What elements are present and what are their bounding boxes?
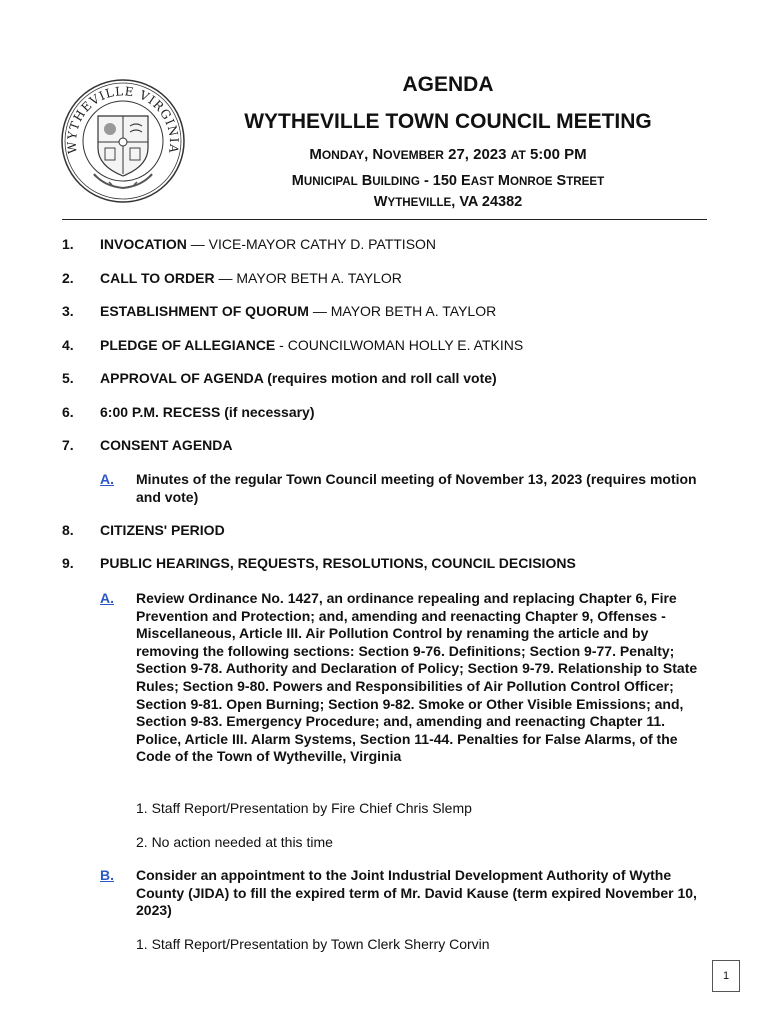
item-number: 8. <box>62 522 74 538</box>
agenda-title: AGENDA <box>402 73 494 96</box>
hearing-item-a-link[interactable]: A. <box>100 590 114 606</box>
item-number: 7. <box>62 437 74 453</box>
consent-item-a-text: Minutes of the regular Town Council meeting of November 13, 2023 (requires motion and vote) <box>136 471 697 505</box>
page-number: 1 <box>712 960 740 992</box>
agenda-item-approval: APPROVAL OF AGENDA (requires motion and roll call vote) <box>100 370 497 386</box>
hearing-a-step-2: 2. No action needed at this time <box>136 834 333 850</box>
item-number: 4. <box>62 337 74 353</box>
seal-ring-text: WYTHEVILLE VIRGINIA <box>64 84 182 155</box>
item-number: 1. <box>62 236 74 252</box>
item-number: 2. <box>62 270 74 286</box>
hearing-item-b-text: Consider an appointment to the Joint Industrial Development Authority of Wythe County (JIDA) to fill the expired term of Mr. David Kause (term expired November 10, 2023) <box>136 867 697 919</box>
agenda-item-invocation: INVOCATION — VICE-MAYOR CATHY D. PATTISON <box>100 236 437 252</box>
consent-item-a-link[interactable]: A. <box>100 471 114 487</box>
hearing-a-step-1: 1. Staff Report/Presentation by Fire Chief Chris Slemp <box>136 800 472 816</box>
item-number: 9. <box>62 555 74 571</box>
hearing-item-b-link[interactable]: B. <box>100 867 114 883</box>
agenda-item-call-to-order: CALL TO ORDER — MAYOR BETH A. TAYLOR <box>100 270 402 286</box>
hearing-b-step-1: 1. Staff Report/Presentation by Town Clerk Sherry Corvin <box>136 936 490 952</box>
item-number: 3. <box>62 303 74 319</box>
agenda-item-recess: 6:00 P.M. RECESS (if necessary) <box>100 404 315 420</box>
agenda-item-citizens: CITIZENS' PERIOD <box>100 522 225 538</box>
agenda-item-pledge: PLEDGE OF ALLEGIANCE - COUNCILWOMAN HOLLY E. ATKINS <box>100 337 524 353</box>
meeting-city: WYTHEVILLE, VA 24382 <box>373 194 523 210</box>
agenda-item-quorum: ESTABLISHMENT OF QUORUM — MAYOR BETH A. TAYLOR <box>100 303 497 319</box>
item-number: 6. <box>62 404 74 420</box>
agenda-item-public-hearings: PUBLIC HEARINGS, REQUESTS, RESOLUTIONS, COUNCIL DECISIONS <box>100 555 576 571</box>
agenda-item-consent: CONSENT AGENDA <box>100 437 233 453</box>
meeting-title: WYTHEVILLE TOWN COUNCIL MEETING <box>244 110 652 133</box>
header-divider <box>62 219 707 220</box>
meeting-date: MONDAY, NOVEMBER 27, 2023 AT 5:00 PM <box>309 146 587 163</box>
town-seal-icon <box>60 78 186 204</box>
hearing-item-a-text: Review Ordinance No. 1427, an ordinance repealing and replacing Chapter 6, Fire Prevention and Protection; and, amending and reenacting Chapter 9, Offenses - Miscellaneous, Article III. Air Pollution Control by renaming the article and by removing the following sections: Section 9-76. Definitions; Section 9-77. Penalty; Section 9-78. Authority and Declaration of Policy; Section 9-79. Relationship to State Rules; Section 9-80. Powers and Responsibilities of Air Pollution Control Officer; Section 9-81. Open Burning; Section 9-82. Smoke or Other Visible Emissions; and, Section 9-83. Emergency Procedure; and, amending and reenacting Chapter 11. Police, Article III. Alarm Systems, Section 11-44. Penalties for False Alarms, of the Code of the Town of Wytheville, Virginia <box>136 590 698 765</box>
meeting-location: MUNICIPAL BUILDING - 150 EAST MONROE STREET <box>291 173 605 189</box>
item-number: 5. <box>62 370 74 386</box>
